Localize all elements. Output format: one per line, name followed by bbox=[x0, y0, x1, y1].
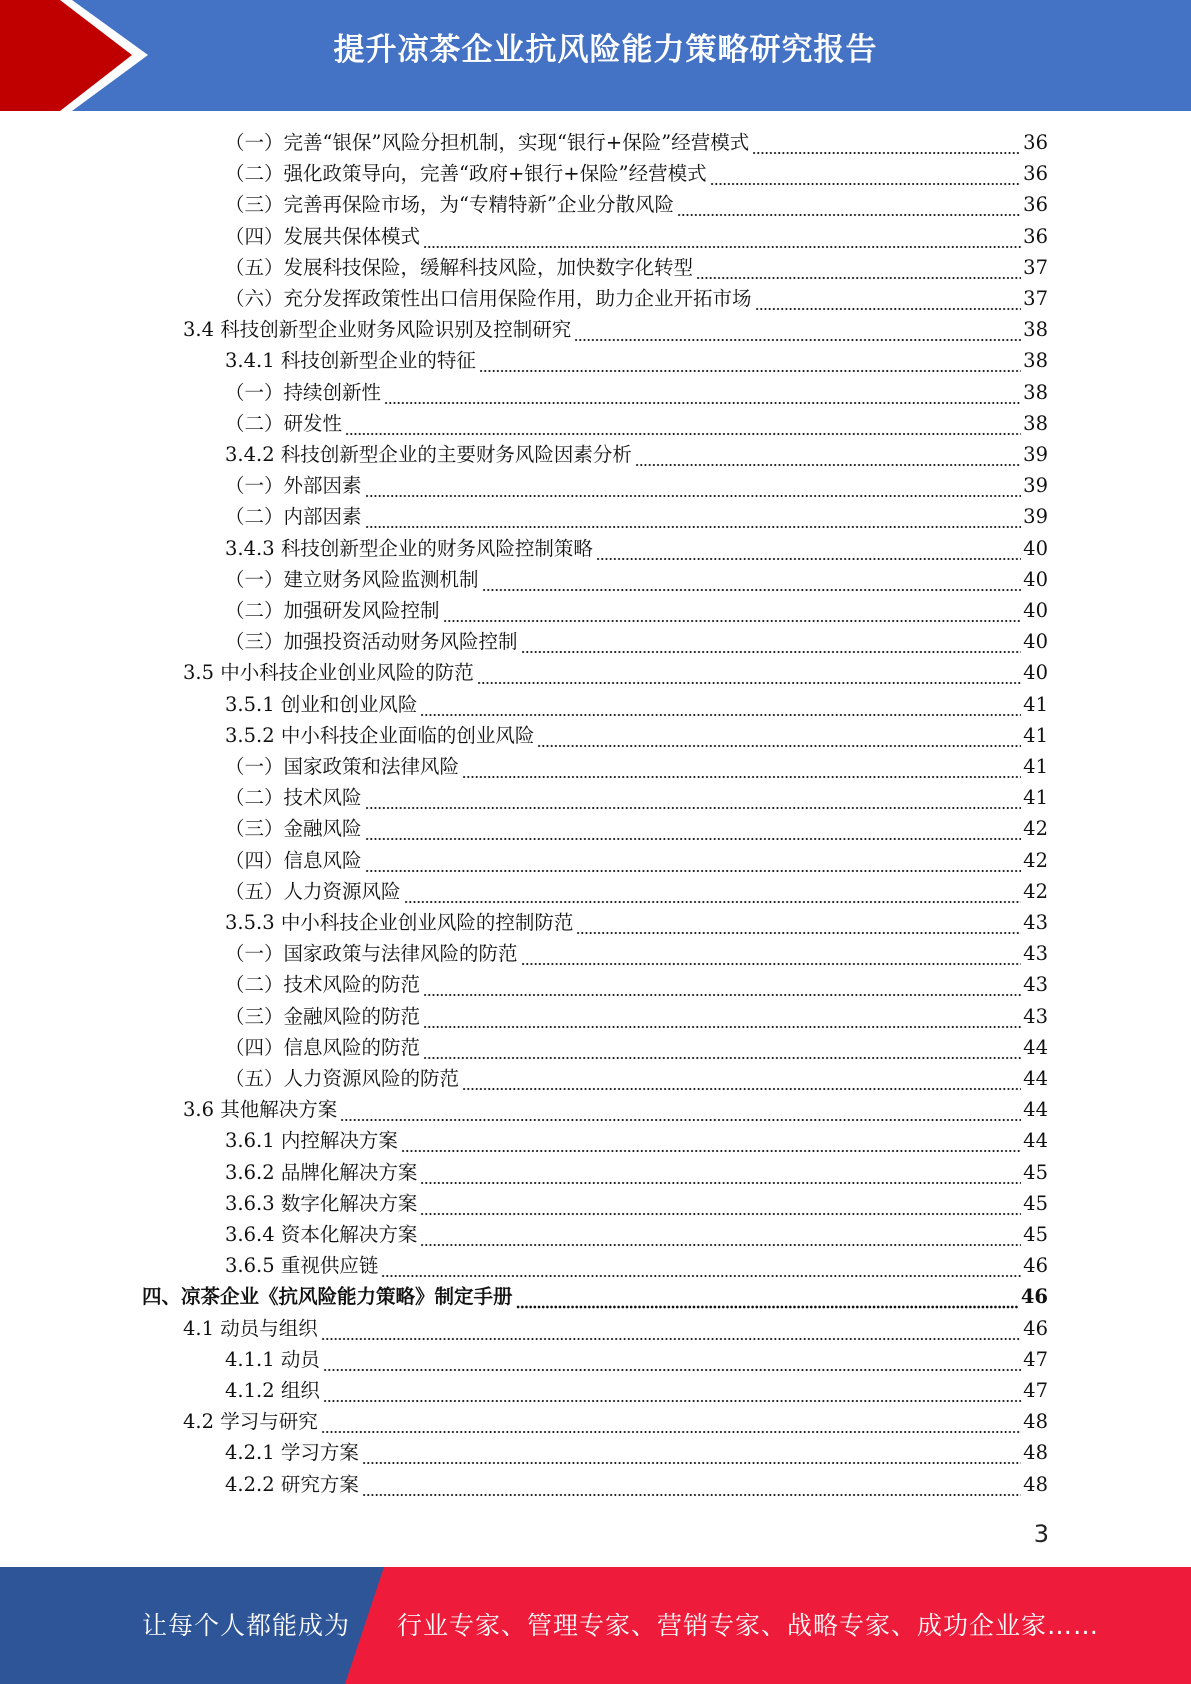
toc-entry-page: 45 bbox=[1023, 1223, 1048, 1246]
toc-dot-leader bbox=[677, 189, 1021, 220]
toc-entry-title: （四）发展共保体模式 bbox=[225, 224, 421, 248]
toc-entry-page: 40 bbox=[1023, 630, 1048, 654]
toc-entry-title: （三）完善再保险市场，为“专精特新”企业分散风险 bbox=[225, 193, 674, 217]
toc-entry-page: 36 bbox=[1023, 193, 1048, 217]
toc-entry[interactable] bbox=[225, 845, 1048, 876]
toc-dot-leader bbox=[423, 969, 1021, 1000]
toc-entry-title: 3.5.2 中小科技企业面临的创业风险 bbox=[225, 723, 535, 747]
toc-entry-title: 3.6.5 重视供应链 bbox=[225, 1254, 379, 1278]
toc-entry[interactable] bbox=[225, 751, 1048, 782]
toc-entry[interactable] bbox=[225, 782, 1048, 813]
toc-entry-page: 40 bbox=[1023, 599, 1048, 622]
toc-dot-leader bbox=[482, 564, 1022, 595]
toc-entry-title: 4.1 动员与组织 bbox=[183, 1316, 318, 1340]
toc-entry-title: （二）内部因素 bbox=[225, 505, 362, 529]
toc-entry[interactable] bbox=[225, 377, 1048, 408]
toc-entry[interactable] bbox=[225, 252, 1048, 283]
toc-dot-leader bbox=[365, 813, 1022, 844]
toc-entry[interactable] bbox=[225, 189, 1048, 220]
toc-entry[interactable] bbox=[225, 1125, 1048, 1156]
toc-entry-page: 41 bbox=[1023, 755, 1048, 778]
toc-entry-title: 3.4.2 科技创新型企业的主要财务风险因素分析 bbox=[225, 443, 632, 466]
toc-dot-leader bbox=[345, 408, 1021, 439]
toc-entry[interactable] bbox=[183, 657, 1048, 688]
toc-entry-page: 41 bbox=[1023, 692, 1048, 716]
toc-entry-title: 4.2.2 研究方案 bbox=[225, 1472, 359, 1496]
toc-entry-page: 41 bbox=[1023, 723, 1048, 747]
toc-dot-leader bbox=[323, 1344, 1021, 1375]
toc-entry-title: 四、凉茶企业《抗风险能力策略》制定手册 bbox=[142, 1285, 513, 1309]
toc-entry-title: （三）金融风险的防范 bbox=[225, 1004, 421, 1028]
page-footer bbox=[0, 1567, 1191, 1684]
toc-entry-page: 43 bbox=[1023, 1004, 1048, 1028]
toc-entry-page: 43 bbox=[1023, 973, 1048, 997]
toc-entry-title: （五）人力资源风险的防范 bbox=[225, 1067, 460, 1090]
toc-entry-title: 3.5.1 创业和创业风险 bbox=[225, 692, 418, 716]
footer-slogan-left: 让每个人都能成为 bbox=[142, 1611, 351, 1640]
toc-dot-leader bbox=[323, 1375, 1021, 1406]
toc-entry-page: 44 bbox=[1023, 1098, 1048, 1122]
toc-entry-title: （一）国家政策和法律风险 bbox=[225, 755, 460, 778]
toc-dot-leader bbox=[516, 1281, 1019, 1312]
toc-entry-title: 3.6.4 资本化解决方案 bbox=[225, 1223, 418, 1246]
toc-dot-leader bbox=[340, 1094, 1021, 1125]
toc-entry-title: （二）加强研发风险控制 bbox=[225, 599, 440, 622]
toc-entry[interactable] bbox=[225, 439, 1048, 470]
toc-entry-page: 36 bbox=[1023, 224, 1048, 248]
toc-entry-title: 4.1.1 动员 bbox=[225, 1347, 320, 1371]
toc-entry[interactable] bbox=[225, 1188, 1048, 1219]
toc-entry-title: （四）信息风险的防范 bbox=[225, 1035, 421, 1059]
toc-entry-page: 40 bbox=[1023, 661, 1048, 685]
toc-entry[interactable] bbox=[225, 1157, 1048, 1188]
toc-dot-leader bbox=[404, 876, 1022, 907]
toc-entry-page: 38 bbox=[1023, 380, 1048, 404]
toc-dot-leader bbox=[401, 1125, 1021, 1156]
toc-entry-page: 48 bbox=[1023, 1441, 1048, 1465]
toc-dot-leader bbox=[420, 1219, 1021, 1250]
toc-dot-leader bbox=[521, 626, 1022, 657]
toc-entry[interactable] bbox=[225, 345, 1048, 376]
toc-entry-page: 48 bbox=[1023, 1472, 1048, 1496]
toc-entry-page: 43 bbox=[1023, 911, 1048, 934]
toc-dot-leader bbox=[384, 377, 1021, 408]
report-title: 提升凉茶企业抗风险能力策略研究报告 bbox=[333, 32, 878, 68]
footer-slogan-right: 行业专家、管理专家、营销专家、战略专家、成功企业家…… bbox=[397, 1611, 1100, 1640]
toc-entry-page: 42 bbox=[1023, 817, 1048, 841]
toc-entry[interactable] bbox=[225, 564, 1048, 595]
toc-dot-leader bbox=[321, 1406, 1021, 1437]
toc-entry[interactable] bbox=[225, 907, 1048, 938]
toc-entry[interactable] bbox=[183, 1094, 1048, 1125]
toc-entry-page: 39 bbox=[1023, 505, 1048, 529]
toc-entry-page: 44 bbox=[1023, 1129, 1048, 1153]
toc-entry-page: 36 bbox=[1023, 162, 1048, 186]
toc-dot-leader bbox=[635, 439, 1021, 470]
toc-entry[interactable] bbox=[225, 158, 1048, 189]
toc-entry[interactable] bbox=[225, 1437, 1048, 1468]
toc-entry-page: 46 bbox=[1023, 1254, 1048, 1278]
toc-entry[interactable] bbox=[225, 938, 1048, 969]
toc-entry-page: 41 bbox=[1023, 786, 1048, 810]
toc-dot-leader bbox=[423, 1001, 1021, 1032]
toc-entry-title: （二）强化政策导向，完善“政府+银行+保险”经营模式 bbox=[225, 162, 707, 186]
toc-entry[interactable] bbox=[225, 689, 1048, 720]
toc-entry-page: 48 bbox=[1023, 1410, 1048, 1434]
toc-entry[interactable] bbox=[225, 283, 1048, 314]
toc-entry-title: （一）完善“银保”风险分担机制，实现“银行+保险”经营模式 bbox=[225, 131, 750, 154]
toc-dot-leader bbox=[362, 1437, 1021, 1468]
toc-entry-title: 4.1.2 组织 bbox=[225, 1379, 320, 1402]
toc-entry[interactable] bbox=[225, 1063, 1048, 1094]
toc-entry-title: （一）外部因素 bbox=[225, 474, 362, 498]
toc-dot-leader bbox=[365, 845, 1022, 876]
toc-entry[interactable] bbox=[142, 1281, 1048, 1312]
toc-entry[interactable] bbox=[225, 626, 1048, 657]
toc-entry-page: 38 bbox=[1023, 411, 1048, 435]
toc-entry-title: （五）发展科技保险，缓解科技风险，加快数字化转型 bbox=[225, 255, 694, 279]
toc-dot-leader bbox=[462, 1063, 1021, 1094]
toc-dot-leader bbox=[362, 1469, 1021, 1500]
toc-dot-leader bbox=[755, 283, 1022, 314]
toc-entry-title: 3.4.1 科技创新型企业的特征 bbox=[225, 349, 476, 373]
toc-entry-title: （三）加强投资活动财务风险控制 bbox=[225, 630, 518, 654]
toc-entry[interactable] bbox=[225, 1219, 1048, 1250]
toc-entry-title: 3.6.3 数字化解决方案 bbox=[225, 1191, 418, 1215]
toc-entry-title: 3.4.3 科技创新型企业的财务风险控制策略 bbox=[225, 536, 593, 560]
toc-entry[interactable] bbox=[225, 127, 1048, 158]
toc-entry-title: （三）金融风险 bbox=[225, 817, 362, 841]
toc-entry-page: 37 bbox=[1023, 255, 1048, 279]
toc-dot-leader bbox=[576, 907, 1021, 938]
toc-entry[interactable] bbox=[225, 595, 1048, 626]
toc-entry-page: 44 bbox=[1023, 1067, 1048, 1090]
toc-dot-leader bbox=[420, 689, 1021, 720]
toc-entry[interactable] bbox=[183, 1406, 1048, 1437]
toc-entry[interactable] bbox=[225, 1469, 1048, 1500]
page-number: 3 bbox=[1033, 1520, 1049, 1548]
toc-entry[interactable] bbox=[225, 1250, 1048, 1281]
toc-entry-page: 37 bbox=[1023, 287, 1048, 310]
toc-dot-leader bbox=[710, 158, 1022, 189]
toc-entry-page: 40 bbox=[1023, 567, 1048, 591]
toc-entry-page: 42 bbox=[1023, 879, 1048, 903]
toc-entry-page: 43 bbox=[1023, 942, 1048, 966]
toc-entry-title: 3.6.2 品牌化解决方案 bbox=[225, 1160, 418, 1184]
toc-dot-leader bbox=[537, 720, 1021, 751]
toc-entry-title: （一）国家政策与法律风险的防范 bbox=[225, 942, 518, 966]
toc-dot-leader bbox=[423, 221, 1021, 252]
toc-entry-title: 3.5.3 中小科技企业创业风险的控制防范 bbox=[225, 911, 574, 934]
toc-dot-leader bbox=[596, 533, 1021, 564]
toc-dot-leader bbox=[365, 782, 1022, 813]
toc-entry-title: （一）建立财务风险监测机制 bbox=[225, 567, 479, 591]
toc-entry-title: （六）充分发挥政策性出口信用保险作用，助力企业开拓市场 bbox=[225, 287, 752, 310]
toc-dot-leader bbox=[420, 1157, 1021, 1188]
toc-dot-leader bbox=[696, 252, 1021, 283]
toc-entry-page: 40 bbox=[1023, 536, 1048, 560]
toc-entry[interactable] bbox=[225, 221, 1048, 252]
toc-entry[interactable] bbox=[225, 1375, 1048, 1406]
toc-entry-page: 45 bbox=[1023, 1191, 1048, 1215]
toc-entry-page: 44 bbox=[1023, 1035, 1048, 1059]
toc-entry[interactable] bbox=[225, 969, 1048, 1000]
toc-entry[interactable] bbox=[225, 533, 1048, 564]
toc-entry-title: 3.6 其他解决方案 bbox=[183, 1098, 338, 1122]
toc-dot-leader bbox=[521, 938, 1022, 969]
toc-entry-page: 36 bbox=[1023, 131, 1048, 154]
toc-entry-page: 38 bbox=[1023, 349, 1048, 373]
toc-entry[interactable] bbox=[225, 501, 1048, 532]
toc-entry-title: （二）技术风险的防范 bbox=[225, 973, 421, 997]
toc-dot-leader bbox=[479, 345, 1021, 376]
toc-entry-page: 39 bbox=[1023, 474, 1048, 498]
toc-entry[interactable] bbox=[225, 1001, 1048, 1032]
toc-entry[interactable] bbox=[225, 876, 1048, 907]
toc-dot-leader bbox=[477, 657, 1021, 688]
toc-dot-leader bbox=[462, 751, 1021, 782]
toc-entry-page: 42 bbox=[1023, 848, 1048, 872]
toc-entry-title: （五）人力资源风险 bbox=[225, 879, 401, 903]
toc-entry-title: 3.6.1 内控解决方案 bbox=[225, 1129, 398, 1153]
toc-entry[interactable] bbox=[225, 1344, 1048, 1375]
toc-dot-leader bbox=[420, 1188, 1021, 1219]
toc-entry-page: 39 bbox=[1023, 443, 1048, 466]
toc-entry-page: 38 bbox=[1023, 318, 1048, 342]
toc-dot-leader bbox=[365, 470, 1022, 501]
toc-entry[interactable] bbox=[225, 813, 1048, 844]
toc-entry-page: 46 bbox=[1020, 1285, 1048, 1309]
toc-dot-leader bbox=[752, 127, 1021, 158]
toc-dot-leader bbox=[381, 1250, 1021, 1281]
toc-entry-page: 45 bbox=[1023, 1160, 1048, 1184]
toc-entry-page: 47 bbox=[1023, 1379, 1048, 1402]
toc-entry-title: 4.2.1 学习方案 bbox=[225, 1441, 359, 1465]
toc-entry-title: 3.4 科技创新型企业财务风险识别及控制研究 bbox=[183, 318, 572, 342]
toc-dot-leader bbox=[365, 501, 1022, 532]
toc-entry[interactable] bbox=[225, 470, 1048, 501]
toc-dot-leader bbox=[574, 314, 1021, 345]
toc-entry-title: 4.2 学习与研究 bbox=[183, 1410, 318, 1434]
toc-entry-title: 3.5 中小科技企业创业风险的防范 bbox=[183, 661, 474, 685]
toc-entry[interactable] bbox=[225, 408, 1048, 439]
toc-entry[interactable] bbox=[225, 720, 1048, 751]
toc-dot-leader bbox=[443, 595, 1022, 626]
toc-entry-title: （二）研发性 bbox=[225, 411, 343, 435]
toc-entry[interactable] bbox=[225, 1032, 1048, 1063]
page-header bbox=[0, 0, 1191, 111]
toc-entry-page: 47 bbox=[1023, 1347, 1048, 1371]
toc-entry[interactable] bbox=[183, 1313, 1048, 1344]
toc-entry-title: （四）信息风险 bbox=[225, 848, 362, 872]
toc-entry-title: （一）持续创新性 bbox=[225, 380, 382, 404]
toc-dot-leader bbox=[423, 1032, 1021, 1063]
toc-dot-leader bbox=[321, 1313, 1021, 1344]
toc-entry[interactable] bbox=[183, 314, 1048, 345]
toc-entry-page: 46 bbox=[1023, 1316, 1048, 1340]
toc-entry-title: （二）技术风险 bbox=[225, 786, 362, 810]
